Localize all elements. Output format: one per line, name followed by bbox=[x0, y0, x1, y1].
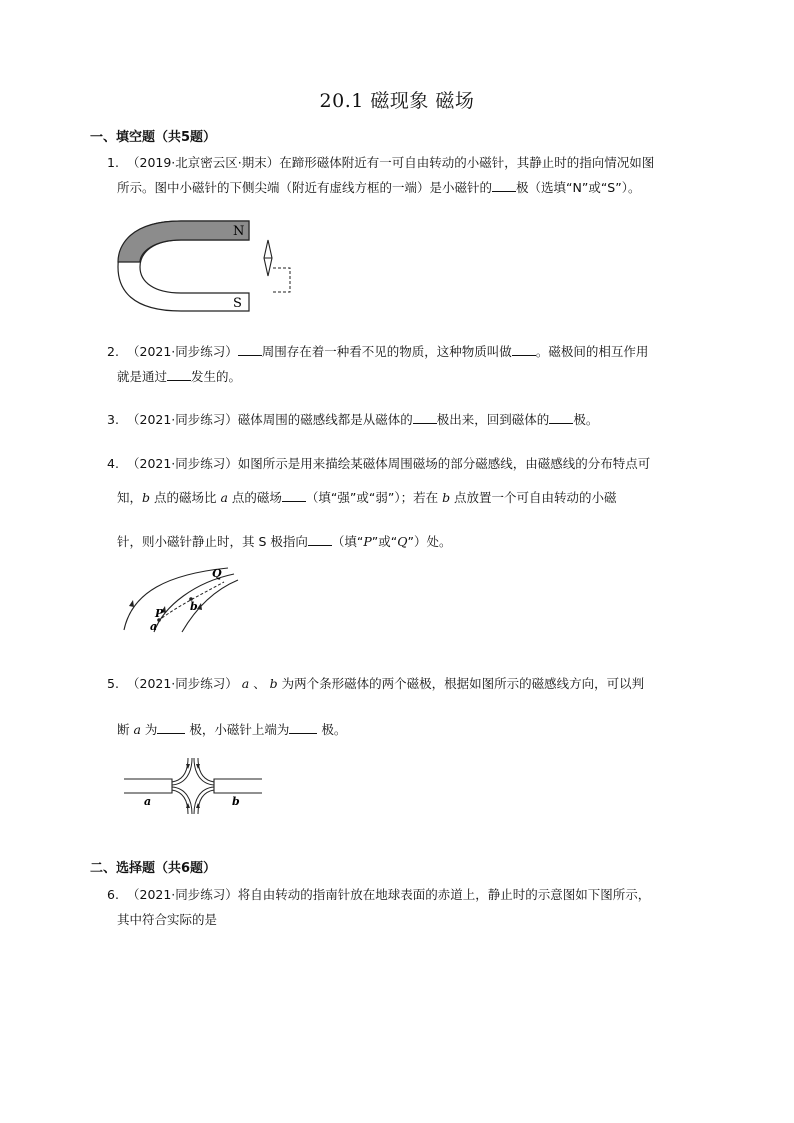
question-2 bbox=[107, 339, 712, 389]
q4-text: ”或“ bbox=[371, 534, 398, 549]
q4-text: 知， bbox=[117, 490, 143, 505]
label-q: Q bbox=[212, 567, 222, 580]
question-4-text-1: （2021·同步练习）如图所示是用来描绘某磁体周围磁场的部分磁感线，由磁感线的分布特点可 bbox=[127, 456, 651, 471]
q4-var-a: a bbox=[220, 490, 228, 505]
question-4 bbox=[107, 451, 712, 564]
arrow-head bbox=[197, 603, 202, 610]
question-6-line-1 bbox=[107, 882, 712, 907]
q4-var-b: b bbox=[142, 490, 151, 505]
q5-text: 为两个条形磁体的两个磁极，根据如图所示的磁感线方向，可以判 bbox=[277, 676, 645, 691]
question-number: 6. bbox=[107, 887, 119, 902]
question-2-text-2a: 就是通过 bbox=[117, 369, 168, 384]
answer-blank[interactable] bbox=[512, 343, 536, 356]
question-5-line-1 bbox=[107, 661, 712, 707]
answer-blank[interactable] bbox=[308, 533, 332, 546]
magnet-label-n: N bbox=[233, 224, 245, 239]
answer-blank[interactable] bbox=[492, 179, 516, 192]
q4-text: 针，则小磁针静止时，其 S 极指向 bbox=[117, 534, 308, 549]
question-1-text-2b: 极（选填“N”或“S”）。 bbox=[516, 180, 641, 195]
page-title: 20.1 磁现象 磁场 bbox=[319, 90, 475, 112]
question-5 bbox=[107, 661, 712, 753]
horseshoe-magnet-figure bbox=[112, 212, 302, 316]
label-a: a bbox=[144, 795, 152, 808]
question-number: 3. bbox=[107, 412, 119, 427]
label-a: a bbox=[150, 620, 158, 633]
question-1-line-1 bbox=[107, 150, 712, 175]
question-2-source: （2021·同步练习） bbox=[127, 344, 238, 359]
question-1 bbox=[107, 150, 712, 200]
magnet-north-arm bbox=[118, 221, 249, 262]
question-2-line-2 bbox=[107, 364, 712, 389]
question-number: 5. bbox=[107, 676, 119, 691]
question-6-text-2: 其中符合实际的是 bbox=[117, 912, 218, 927]
q5-text: 极。 bbox=[317, 722, 347, 737]
arrow-head bbox=[129, 600, 134, 607]
magnet-a bbox=[124, 779, 172, 793]
q5-text: 极，小磁针上端为 bbox=[185, 722, 290, 737]
question-4-line-3 bbox=[107, 520, 712, 564]
question-4-line-1 bbox=[107, 451, 712, 476]
q5-var-b: b bbox=[269, 676, 278, 691]
question-3-text-c: 极。 bbox=[573, 412, 599, 427]
label-b: b bbox=[190, 600, 198, 613]
q4-text: （填“强”或“弱”）；若在 bbox=[305, 490, 443, 505]
label-b: b bbox=[232, 795, 240, 808]
answer-blank[interactable] bbox=[238, 343, 262, 356]
q4-text: （填“ bbox=[331, 534, 364, 549]
question-2-line-1 bbox=[107, 339, 712, 364]
section-fill-blank-heading: 一、填空题（共5题） bbox=[90, 130, 217, 145]
section-multiple-choice-heading: 二、选择题（共6题） bbox=[90, 861, 217, 876]
magnet-b bbox=[214, 779, 262, 793]
q4-text: ”）处。 bbox=[407, 534, 452, 549]
q5-text: 、 bbox=[249, 676, 270, 691]
question-6-text-1: （2021·同步练习）将自由转动的指南针放在地球表面的赤道上，静止时的示意图如下图所示， bbox=[127, 887, 651, 902]
q5-var-a: a bbox=[133, 722, 141, 737]
question-4-line-2 bbox=[107, 476, 712, 520]
q4-var-p: P bbox=[363, 534, 372, 549]
answer-blank[interactable] bbox=[167, 368, 191, 381]
question-6 bbox=[107, 882, 712, 932]
q5-text: 断 bbox=[117, 722, 134, 737]
question-6-line-2 bbox=[107, 907, 712, 932]
question-3-text-b: 极出来，回到磁体的 bbox=[436, 412, 550, 427]
answer-blank[interactable] bbox=[549, 411, 573, 424]
question-5-line-2 bbox=[107, 707, 712, 753]
question-number: 1. bbox=[107, 155, 119, 170]
q4-text: 点放置一个可自由转动的小磁 bbox=[450, 490, 617, 505]
q4-text: 点的磁场 bbox=[227, 490, 282, 505]
question-2-text-1c: 。磁极间的相互作用 bbox=[535, 344, 649, 359]
question-3-line-1 bbox=[107, 407, 712, 432]
magnet-label-s: S bbox=[233, 296, 242, 311]
q4-var-b: b bbox=[442, 490, 451, 505]
label-p: P bbox=[155, 607, 164, 620]
question-2-text-2b: 发生的。 bbox=[191, 369, 242, 384]
magnetic-field-lines-figure bbox=[118, 560, 248, 638]
q4-var-q: Q bbox=[397, 534, 408, 549]
question-1-text-2a: 所示。图中小磁针的下侧尖端（附近有虚线方框的一端）是小磁针的 bbox=[117, 180, 493, 195]
answer-blank[interactable] bbox=[282, 489, 306, 502]
q5-text: （2021·同步练习） bbox=[127, 676, 242, 691]
question-number: 2. bbox=[107, 344, 119, 359]
dashed-box bbox=[273, 268, 290, 292]
q5-text: 为 bbox=[140, 722, 158, 737]
question-2-text-1b: 周围存在着一种看不见的物质，这种物质叫做 bbox=[261, 344, 512, 359]
answer-blank[interactable] bbox=[157, 721, 185, 734]
bar-magnets-field-figure bbox=[122, 756, 264, 816]
answer-blank[interactable] bbox=[413, 411, 437, 424]
question-3-text-a: （2021·同步练习）磁体周围的磁感线都是从磁体的 bbox=[127, 412, 413, 427]
question-1-line-2 bbox=[107, 175, 712, 200]
q5-var-a: a bbox=[241, 676, 250, 691]
question-1-text-1: （2019·北京密云区·期末）在蹄形磁体附近有一可自由转动的小磁针，其静止时的指向情况如图 bbox=[127, 155, 655, 170]
q4-text: 点的磁场比 bbox=[150, 490, 221, 505]
question-number: 4. bbox=[107, 456, 119, 471]
answer-blank[interactable] bbox=[289, 721, 317, 734]
question-3 bbox=[107, 407, 712, 432]
